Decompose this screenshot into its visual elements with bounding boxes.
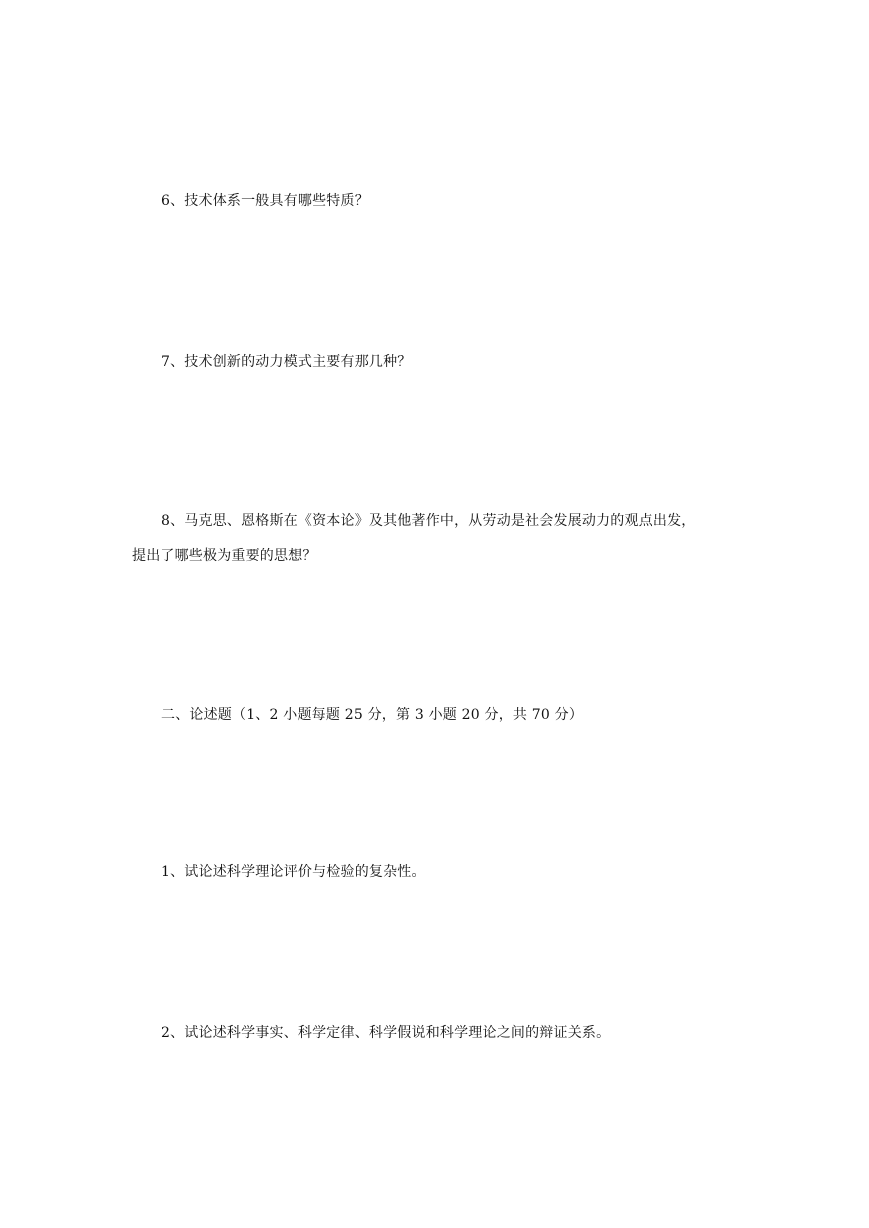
section-2-heading: 二、论述题（1、2 小题每题 25 分，第 3 小题 20 分，共 70 分） [161,707,584,723]
essay-question-1: 1、试论述科学理论评价与检验的复杂性。 [161,864,426,880]
question-8-line-1: 8、马克思、恩格斯在《资本论》及其他著作中，从劳动是社会发展动力的观点出发， [161,513,696,529]
essay-question-2: 2、试论述科学事实、科学定律、科学假说和科学理论之间的辩证关系。 [161,1025,611,1041]
question-8-line-2: 提出了哪些极为重要的思想？ [132,548,317,564]
question-6: 6、技术体系一般具有哪些特质？ [161,193,369,209]
question-7: 7、技术创新的动力模式主要有那几种？ [161,354,412,370]
